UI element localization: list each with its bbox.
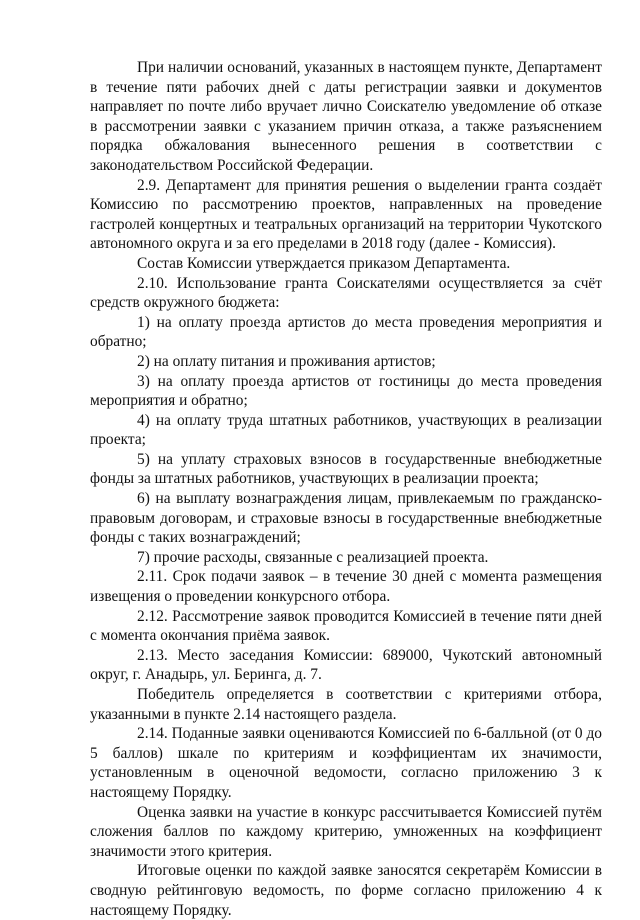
paragraph-2-14-scoring: 2.14. Поданные заявки оцениваются Комиссией по 6-балльной (от 0 до 5 баллов) шкале по критериям и коэффициентам их значимости, установленным в оценочной ведомости, согласно приложению 3 к настоящему Порядку. <box>90 725 602 801</box>
paragraph-2-11-deadline: 2.11. Срок подачи заявок – в течение 30 дней с момента размещения извещения о проведении конкурсного отбора. <box>90 568 602 606</box>
list-item-5: 5) на уплату страховых взносов в государственные внебюджетные фонды за штатных работников, участвующих в реализации проекта; <box>90 450 602 488</box>
paragraph-2-13-venue: 2.13. Место заседания Комиссии: 689000, Чукотский автономный округ, г. Анадырь, ул. Беринга, д. 7. <box>90 646 602 684</box>
list-item-4: 4) на оплату труда штатных работников, участвующих в реализации проекта; <box>90 411 602 449</box>
paragraph-refusal-notice: При наличии оснований, указанных в настоящем пункте, Департамент в течение пяти рабочих дней с даты регистрации заявки и документов направляет по почте либо вручает лично Соискателю уведомление об отказе в рассмотрении заявки с указанием причин отказа, а также разъяснением порядка обжалования вынесенного решения в соответствии с законодательством Российской Федерации. <box>90 59 602 174</box>
list-item-1: 1) на оплату проезда артистов до места проведения мероприятия и обратно; <box>90 313 602 351</box>
list-item-7: 7) прочие расходы, связанные с реализацией проекта. <box>137 548 489 566</box>
list-item-6: 6) на выплату вознаграждения лицам, привлекаемым по гражданско-правовым договорам, и страховые взносы в государственные внебюджетные фонды с таких вознаграждений; <box>90 490 602 547</box>
paragraph-winner: Победитель определяется в соответствии с критериями отбора, указанными в пункте 2.14 настоящего раздела. <box>90 686 602 723</box>
paragraph-2-12-review: 2.12. Рассмотрение заявок проводится Комиссией в течение пяти дней с момента окончания приёма заявок. <box>90 607 602 645</box>
paragraph-score-calculation: Оценка заявки на участие в конкурс рассчитывается Комиссией путём сложения баллов по каждому критерию, умноженных на коэффициент значимости этого критерия. <box>90 803 602 860</box>
list-item-2: 2) на оплату питания и проживания артистов; <box>137 352 436 370</box>
document-page <box>90 58 602 920</box>
paragraph-2-10-grant-use: 2.10. Использование гранта Соискателями осуществляется за счёт средств окружного бюджета: <box>90 274 602 312</box>
paragraph-final-scores: Итоговые оценки по каждой заявке заносятся секретарём Комиссии в сводную рейтинговую ведомость, по форме согласно приложению 4 к настоящему Порядку. <box>90 862 602 919</box>
list-item-3: 3) на оплату проезда артистов от гостиницы до места проведения мероприятия и обратно; <box>90 372 602 410</box>
paragraph-commission-composition: Состав Комиссии утверждается приказом Департамента. <box>137 254 511 272</box>
paragraph-2-9-commission: 2.9. Департамент для принятия решения о выделении гранта создаёт Комиссию по рассмотрению проектов, направленных на проведение гастролей концертных и театральных организаций на территории Чукотского автономного округа и за его пределами в 2018 году (далее - Комиссия). <box>90 176 602 253</box>
